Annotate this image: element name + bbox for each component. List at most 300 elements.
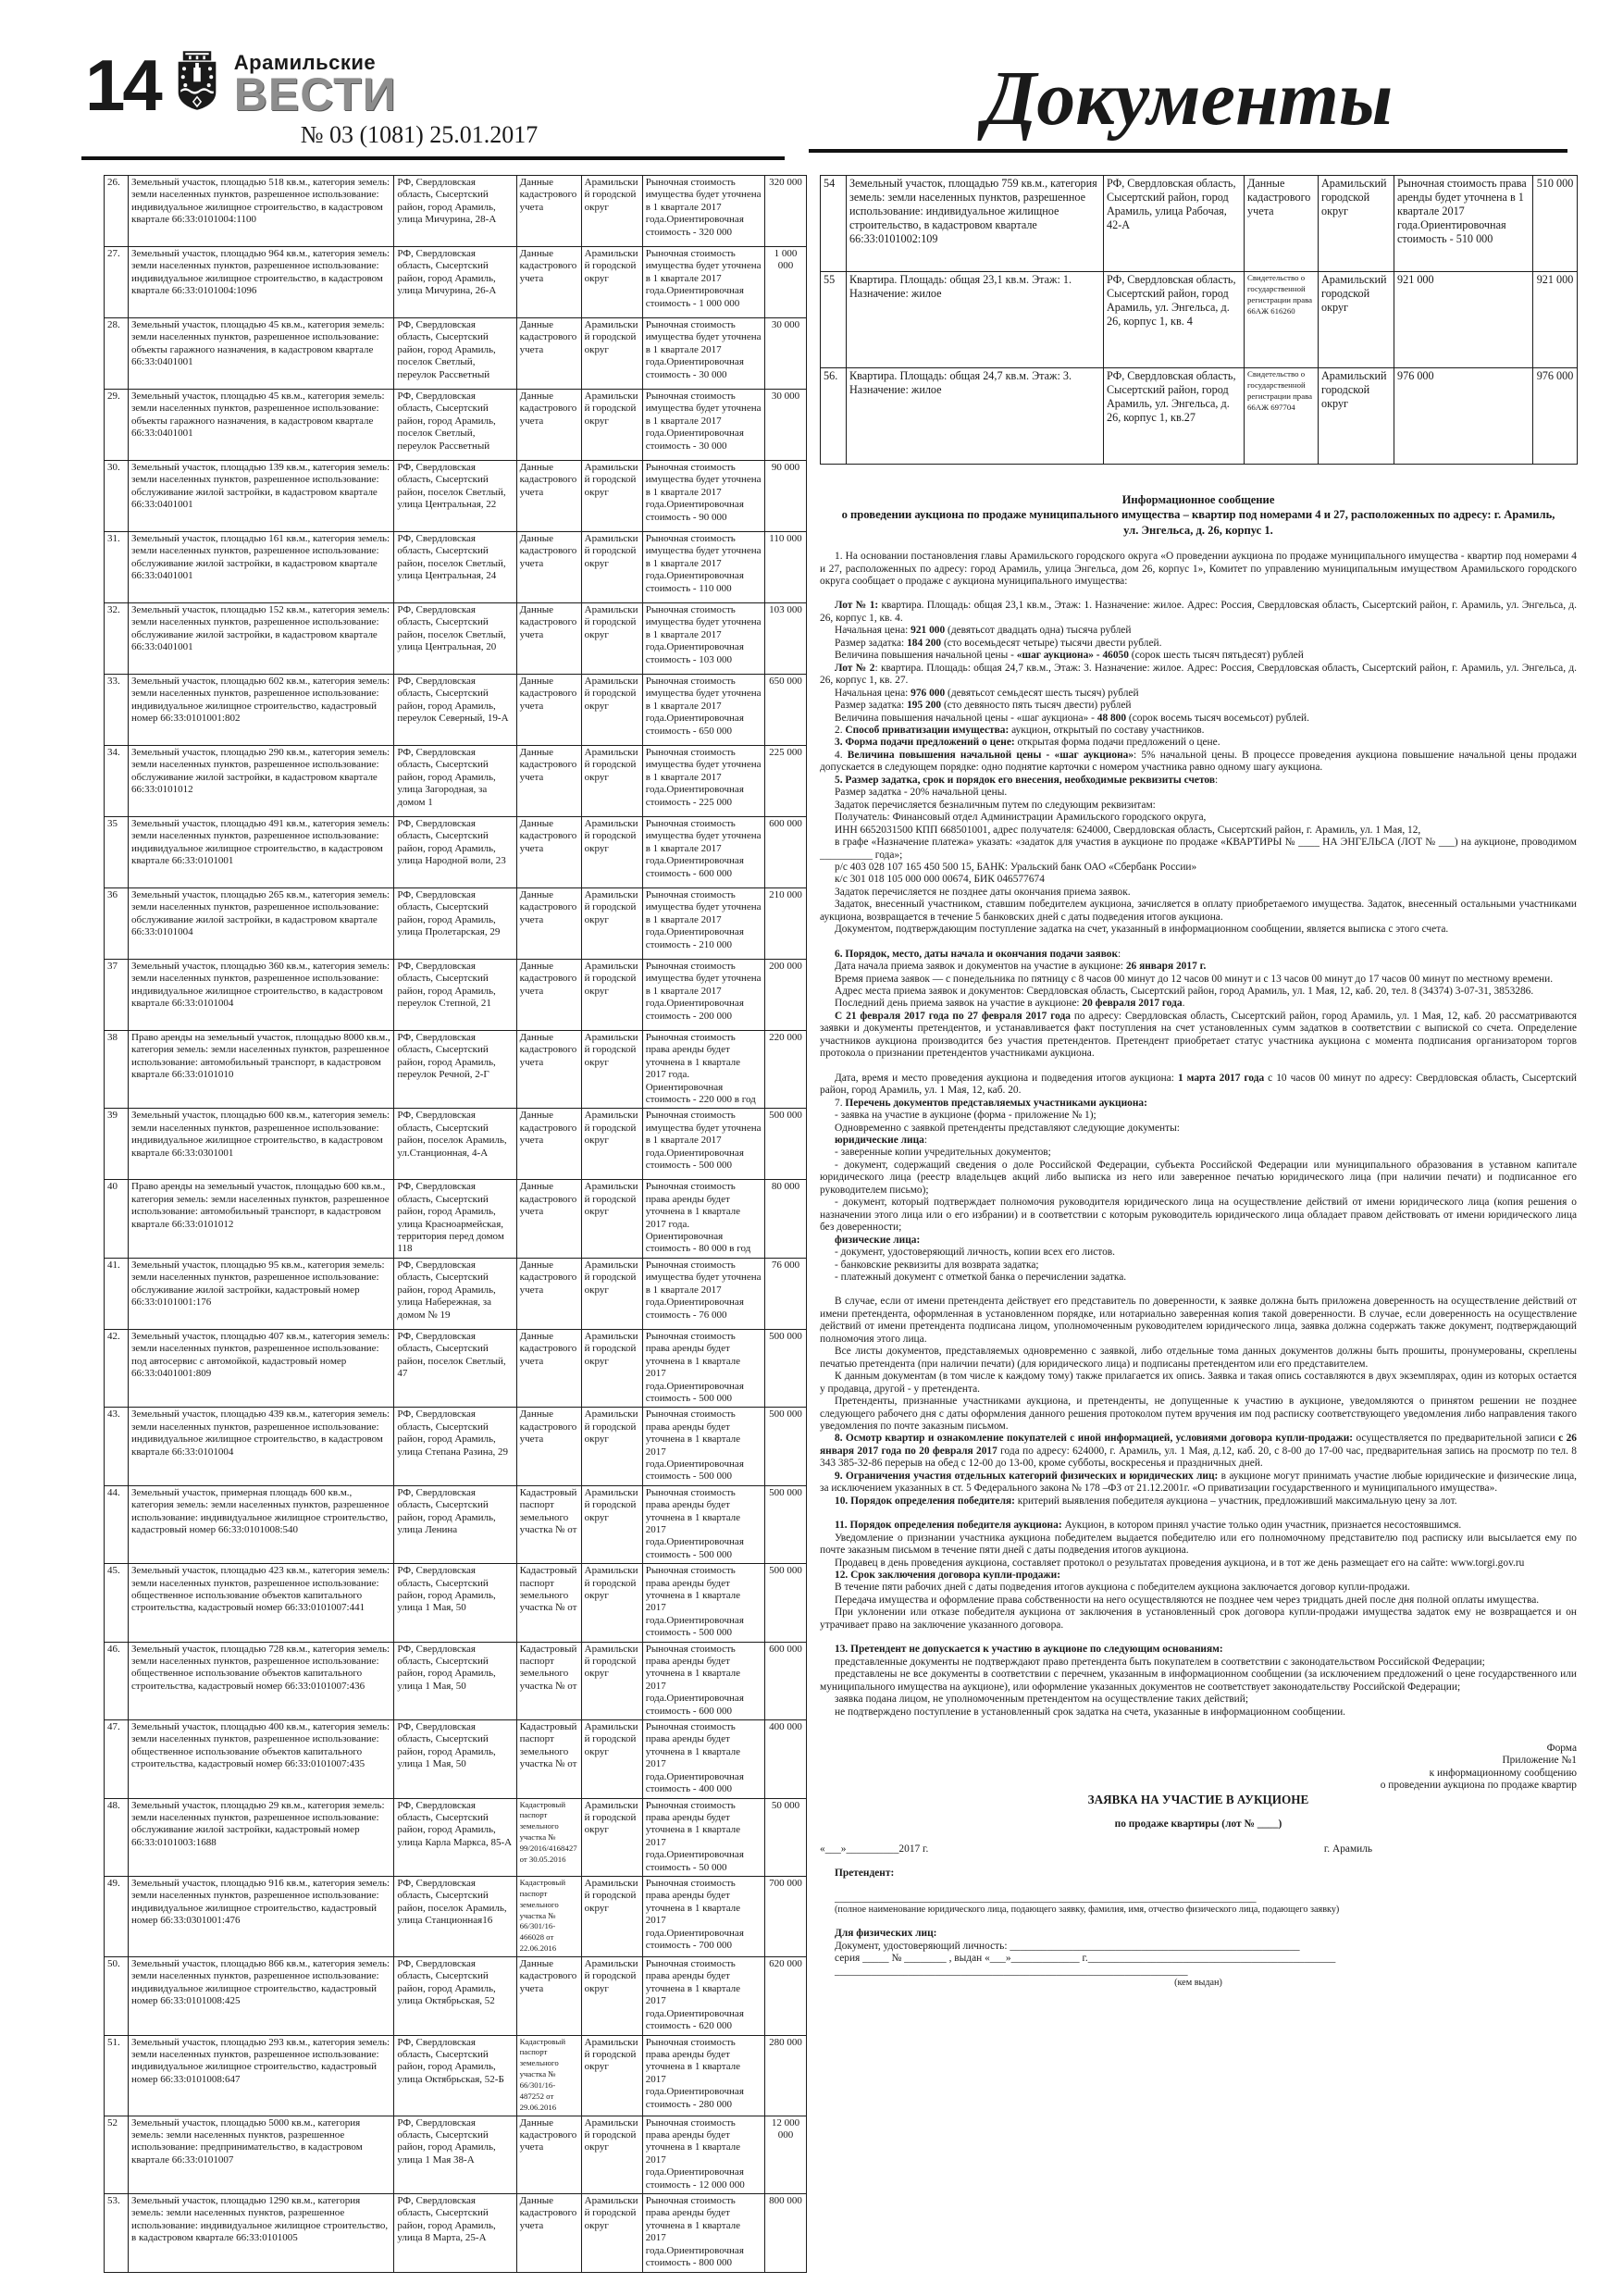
notice-text-bold: 8. Осмотр квартир и ознакомление покупателей с иной информацией, условиями договора купли-продажи: [835,1433,1354,1445]
notice-paragraph [820,924,1577,936]
lot-description: Земельный участок, площадью 29 кв.м., категория земель: земли населенных пунктов, разрешенное использование: обслуживание жилой застройки, кадастровый номер 66:33:0101003:1688 [129,1798,394,1876]
registration-info: Данные кадастрового учета [516,960,581,1031]
notice-text: Форма [1546,1742,1577,1754]
notice-paragraph [820,1793,1577,1807]
district: Арамильский городской округ [581,1109,642,1180]
lot-description: Земельный участок, площадью 1290 кв.м., категория земель: земли населенных пунктов, разрешенное использование: индивидуальное жилищное строительство, в кадастровом квартале 66:33:0101005 [129,2194,394,2272]
price: 500 000 [764,1109,806,1180]
notice-paragraph [820,1607,1577,1632]
value-note: Рыночная стоимость имущества будет уточнена в 1 квартале 2017 года.Ориентировочная стоимость - 225 000 [642,746,764,817]
notice-text: Размер задатка: [835,637,908,649]
value-note: Рыночная стоимость права аренды будет уточнена в 1 квартале 2017 года.Ориентировочная стоимость - 500 000 [642,1329,764,1407]
notice-paragraph [820,1893,1577,1905]
lot-location: РФ, Свердловская область, Сысертский район, город Арамиль, улица Набережная, за домом № 19 [394,1258,516,1329]
registration-info: Данные кадастрового учета [1245,176,1319,272]
district: Арамильский городской округ [581,318,642,390]
price: 800 000 [764,2194,806,2272]
notice-paragraph [820,874,1577,886]
lot-description: Земельный участок, площадью 423 кв.м., категория земель: земли населенных пунктов, разрешенное использование: общественное использование объектов капитального строительства, кадастровый номер 66:33:0101007:441 [129,1564,394,1642]
lot-location: РФ, Свердловская область, Сысертский район, город Арамиль, улица Карла Маркса, 85-А [394,1798,516,1876]
row-number: 48. [105,1798,129,1876]
table-row [105,675,807,746]
lot-description: Земельный участок, площадью 95 кв.м., категория земель: земли населенных пунктов, разрешенное использование: обслуживание жилой застройки, кадастровый номер 66:33:0101001:176 [129,1258,394,1329]
district: Арамильский городской округ [581,1485,642,1563]
row-number: 36 [105,888,129,960]
row-number: 42. [105,1329,129,1407]
notice-paragraph [820,1123,1577,1135]
registration-info: Данные кадастрового учета [516,1408,581,1485]
lot-location: РФ, Свердловская область, Сысертский район, город Арамиль, поселок Светлый, переулок Рассветный [394,390,516,461]
table-row [105,1329,807,1407]
table-row [105,1642,807,1719]
notice-paragraph [820,1868,1577,1880]
notice-text-bold: 9. Ограничения участия отдельных категорий физических и юридических лиц: [835,1470,1219,1482]
section-title: Документы [983,56,1394,142]
district: Арамильский городской округ [581,746,642,817]
value-note: Рыночная стоимость права аренды будет уточнена в 1 квартале 2017 года.Ориентировочная стоимость - 800 000 [642,2194,764,2272]
notice-text-bold: «шаг аукциона» - 46050 [1016,650,1129,662]
district: Арамильский городской округ [581,1258,642,1329]
notice-text: 1. На основании постановления главы Арамильского городского округа «О проведении аукциона по продаже муниципального имущества - квартир под номерами 4 и 27, расположенных по адресу: город Арамиль, улица Энгельса, дом 26, корпус 1», Комитет по управлению муниципальным имуществом Арамильского городского округа сообщает о продаже с аукциона муниципального имущества: [820,551,1577,587]
notice-text: Приложение №1 [1502,1755,1577,1767]
lot-location: РФ, Свердловская область, Сысертский район, поселок Арамиль, ул.Станционная, 4-А [394,1109,516,1180]
notice-text: - банковские реквизиты для возврата задатка; [835,1259,1039,1271]
district: Арамильский городской округ [581,2194,642,2272]
notice-paragraph [820,1147,1577,1159]
notice-text: представленные документы не подтверждают право претендента быть покупателем в соответствии с законодательством Российской Федерации; [835,1656,1485,1668]
district: Арамильский городской округ [581,888,642,960]
row-number: 44. [105,1485,129,1563]
price: 12 000 000 [764,2116,806,2193]
notice-paragraph [820,1235,1577,1247]
notice-paragraph [820,1570,1577,1582]
notice-paragraph [820,887,1577,899]
notice-paragraph [820,1558,1577,1570]
notice-text-bold: 3. Форма подачи предложений о цене: [835,737,1015,749]
lots-table-right [820,175,1578,465]
notice-paragraph [820,663,1577,688]
page-content [104,175,1578,2273]
header-rule-right [809,149,1567,153]
registration-info: Данные кадастрового учета [516,532,581,603]
value-note: Рыночная стоимость имущества будет уточнена в 1 квартале 2017 года.Ориентировочная стоимость - 90 000 [642,461,764,532]
lot-location: РФ, Свердловская область, Сысертский район, поселок Светлый, улица Центральная, 20 [394,603,516,675]
notice-paragraph [820,650,1577,662]
notice-paragraph [820,600,1577,625]
row-number: 54 [821,176,847,272]
notice-text: Начальная цена: [835,625,911,637]
lot-location: РФ, Свердловская область, Сысертский район, город Арамиль, улица 1 Мая 38-А [394,2116,516,2193]
district: Арамильский городской округ [581,960,642,1031]
notice-text-bold: 6. Порядок, место, даты начала и окончания подачи заявок [835,948,1119,960]
lot-description: Земельный участок, площадью 439 кв.м., категория земель: земли населенных пунктов, разрешенное использование: индивидуальное жилищное строительство, в кадастровом квартале 66:33:0101004 [129,1408,394,1485]
notice-text: В течение пяти рабочих дней с даты подведения итогов аукциона с победителем аукциона заключается договор купли-продажи. [835,1582,1410,1594]
notice-text-bold: 921 000 [911,625,946,637]
notice-text-bold: Перечень документов представляемых участниками аукциона: [845,1097,1147,1109]
lot-description: Земельный участок, площадью 5000 кв.м., категория земель: земли населенных пунктов, разрешенное использование: предпринимательство, в кадастровом квартале 66:33:0101007 [129,2116,394,2193]
row-number: 47. [105,1720,129,1798]
notice-paragraph [820,1433,1577,1470]
row-number: 40 [105,1180,129,1258]
notice-text: Задаток, внесенный участником, ставшим победителем аукциона, зачисляется в оплату приобретаемого имущества. Задаток, внесенный остальными участниками аукциона, возвращается в течение 5 банковских дней с даты подведения итогов аукциона. [820,899,1577,923]
district: Арамильский городской округ [581,675,642,746]
notice-paragraph [820,1780,1577,1792]
notice-text: г. Арамиль [1323,1843,1373,1855]
table-row [105,2116,807,2193]
price: 110 000 [764,532,806,603]
notice-text: Дата начала приема заявок и документов на участие в аукционе: [835,961,1126,973]
lot-description: Земельный участок, площадью 400 кв.м., категория земель: земли населенных пунктов, разрешенное использование: общественное использование объектов капитального строительства, кадастровый номер 66:33:0101007:435 [129,1720,394,1798]
notice-text: Задаток перечисляется безналичным путем по следующим реквизитам: [835,799,1156,811]
notice-paragraph [820,837,1577,862]
row-number: 56. [821,368,847,465]
notice-paragraph [820,949,1577,961]
value-note: Рыночная стоимость имущества будет уточнена в 1 квартале 2017 года.Ориентировочная стоимость - 200 000 [642,960,764,1031]
district: Арамильский городской округ [581,1031,642,1109]
lot-location: РФ, Свердловская область, Сысертский район, город Арамиль, улица 1 Мая, 50 [394,1720,516,1798]
price: 700 000 [764,1876,806,1956]
notice-text: (сто девяносто пять тысяч двести) рублей [941,700,1132,712]
value-note: Рыночная стоимость права аренды будет уточнена в 1 квартале 2017 года.Ориентировочная стоимость - 500 000 [642,1485,764,1563]
notice-paragraph [820,1595,1577,1607]
table-row [105,176,807,247]
district: Арамильский городской округ [581,176,642,247]
lot-location: РФ, Свердловская область, Сысертский район, город Арамиль, переулок Северный, 19-А [394,675,516,746]
notice-text: к/с 301 018 105 000 000 00674, БИК 046577674 [835,874,1045,886]
notice-text: - заявка на участие в аукционе (форма - приложение № 1); [835,1110,1096,1122]
notice-paragraph [820,1260,1577,1272]
notice-text: Аукцион, в котором принял участие только один участник, признается несостоявшимся. [1061,1520,1462,1532]
notice-text-bold: 1 марта 2017 года [1177,1072,1265,1084]
masthead-title: ВЕСТИ [233,68,397,120]
registration-info: Свидетельство о государственной регистрации права 66АЖ 697704 [1245,368,1319,465]
notice-paragraph [820,1582,1577,1594]
notice-paragraph [820,1644,1577,1656]
notice-text: года по адресу: 624000, г. Арамиль, ул. 1 Мая, д.12, каб. 20, с 8-00 до 17-00 час, предварительная запись на просмотр по тел. 8 343 385-32-86 перерыв на обед с 12-00 до 13-00, кроме субботы, воскресенья и праздничных дней. [820,1445,1577,1470]
price: 320 000 [764,176,806,247]
notice-text: в графе «Назначение платежа» указать: «задаток для участия в аукционе по продаже «КВАРТИРЫ № ____ НА ЭНГЕЛЬСА (ЛОТ № ___) на аукционе, проводимом __________ года»; [820,837,1577,861]
coat-of-arms-icon [173,50,221,116]
lot-description: Земельный участок, площадью 518 кв.м., категория земель: земли населенных пунктов, разрешенное использование: индивидуальное жилищное строительство, в кадастровом квартале 66:33:0101004:1100 [129,176,394,247]
notice-paragraph [820,1371,1577,1396]
lot-location: РФ, Свердловская область, Сысертский район, город Арамиль, переулок Речной, 2-Г [394,1031,516,1109]
row-number: 30. [105,461,129,532]
registration-info: Кадастровый паспорт земельного участка № от [516,1720,581,1798]
price: 510 000 [1533,176,1578,272]
notice-text: (девятьсот двадцать одна) тысяча рублей [945,625,1132,637]
notice-title-line: о проведении аукциона по продаже муниципального имущества – квартир под номерами 4 и 27, расположенных по адресу: г. Арамиль, [841,508,1555,522]
notice-text: При уклонении или отказе победителя аукциона от заключения в установленный срок договора купли-продажи имущества задаток ему не возвращается и он утрачивает право на заключение указанного договора. [820,1607,1577,1631]
notice-text-bold: 20 февраля 2017 года [1082,998,1183,1010]
table-row [105,1957,807,2035]
row-number: 34. [105,746,129,817]
notice-text: ________________________________________________________________________________ [835,1892,1257,1904]
value-note: Рыночная стоимость права аренды будет уточнена в 1 квартале 2017 года.Ориентировочная стоимость - 280 000 [642,2035,764,2116]
notice-text: Одновременно с заявкой претенденты представляют следующие документы: [835,1122,1180,1134]
notice-text: ___________________________________________________________________ [835,1965,1188,1977]
table-row [105,1408,807,1485]
lot-location: РФ, Свердловская область, Сысертский район, город Арамиль, улица Мичурина, 26-А [394,247,516,318]
price: 500 000 [764,1485,806,1563]
registration-info: Данные кадастрового учета [516,746,581,817]
lot-location: РФ, Свердловская область, Сысертский район, город Арамиль, улица 8 Марта, 25-А [394,2194,516,2272]
registration-info: Кадастровый паспорт земельного участка № 66/301/16-487252 от 29.06.2016 [516,2035,581,2116]
table-row [821,368,1578,465]
value-note: Рыночная стоимость права аренды будет уточнена в 1 квартале 2017 года.Ориентировочная стоимость - 620 000 [642,1957,764,2035]
lot-location: РФ, Свердловская область, Сысертский район, город Арамиль, улица Октябрьская, 52 [394,1957,516,2035]
price: 650 000 [764,675,806,746]
value-note: Рыночная стоимость права аренды будет уточнена в 1 квартале 2017 года.Ориентировочная стоимость - 600 000 [642,1642,764,1719]
district: Арамильский городской округ [581,461,642,532]
row-number: 29. [105,390,129,461]
registration-info: Данные кадастрового учета [516,1329,581,1407]
lot-location: РФ, Свердловская область, Сысертский район, город Арамиль, поселок Светлый, переулок Рассветный [394,318,516,390]
price: 200 000 [764,960,806,1031]
notice-paragraph [820,700,1577,712]
lot-location: РФ, Свердловская область, Сысертский район, поселок Светлый, 47 [394,1329,516,1407]
table-row [105,461,807,532]
notice-text: Документ, удостоверяющий личность: [835,1940,1010,1952]
notice-text: Начальная цена: [835,687,911,699]
notice-text: 2. [835,724,846,736]
price: 80 000 [764,1180,806,1258]
notice-paragraph [820,1247,1577,1259]
lot-description: Земельный участок, площадью 293 кв.м., категория земель: земли населенных пунктов, разрешенное использование: индивидуальное жилищное строительство, кадастровый номер 66:33:0101008:647 [129,2035,394,2116]
price: 90 000 [764,461,806,532]
notice-paragraph [820,1928,1577,1940]
table-row [821,272,1578,368]
notice-paragraph [820,1073,1577,1098]
registration-info: Кадастровый паспорт земельного участка № от [516,1564,581,1642]
table-row [105,746,807,817]
table-row [105,1876,807,1956]
price: 50 000 [764,1798,806,1876]
left-column [104,175,807,2273]
notice-text: 4. [835,749,848,761]
value-note: Рыночная стоимость имущества будет уточнена в 1 квартале 2017 года.Ориентировочная стоимость - 103 000 [642,603,764,675]
notice-text: : квартира. Площадь: общая 24,7 кв.м., Этаж: 3. Назначение: жилое. Адрес: Россия, Свердловская область, Сысертский район, г. Арамиль, ул. Энгельса, д. 26, корпус 1, кв. 27. [820,662,1577,687]
notice-text: Размер задатка - 20% начальной цены. [835,787,1008,799]
notice-text: Передача имущества и оформление права собственности на него осуществляются не позднее чем через тридцать дней после дня полной оплаты имущества. [835,1594,1540,1606]
notice-paragraph [820,986,1577,998]
table-row [105,1180,807,1258]
lot-location: РФ, Свердловская область, Сысертский район, город Арамиль, переулок Степной, 21 [394,960,516,1031]
price: 210 000 [764,888,806,960]
row-number: 49. [105,1876,129,1956]
notice-text-bold: 26 января 2017 г. [1125,961,1207,973]
table-row [105,1031,807,1109]
notice-text: (девятьсот семьдесят шесть тысяч) рублей [945,687,1139,699]
notice-paragraph [820,625,1577,637]
notice-text-bold: 48 800 [1096,712,1127,724]
lot-description: Земельный участок, площадью 265 кв.м., категория земель: земли населенных пунктов, разрешенное использование: обслуживание жилой застройки, в кадастровом квартале 66:33:0101004 [129,888,394,960]
notice-paragraph [820,1755,1577,1767]
notice-paragraph [820,812,1577,824]
notice-text: (сто восемьдесят четыре) тысячи двести рублей. [941,637,1162,649]
notice-text: Задаток перечисляется не позднее даты окончания приема заявок. [835,886,1131,898]
lot-location: РФ, Свердловская область, Сысертский район, город Арамиль, улица Мичурина, 28-А [394,176,516,247]
lot-description: Земельный участок, площадью 45 кв.м., категория земель: земли населенных пунктов, разрешенное использование: объекты гаражного назначения, в кадастровом квартале 66:33:0401001 [129,390,394,461]
district: Арамильский городской округ [1319,176,1394,272]
notice-text-bold: 184 200 [907,637,942,649]
notice-text: Все листы документов, представляемых одновременно с заявкой, либо отдельные тома данных документов должны быть прошиты, пронумерованы, скреплены печатью претендента (при наличии печати) (для юридического лица) и подписаны претендентом или его представителем. [820,1346,1577,1370]
price: 30 000 [764,318,806,390]
notice-paragraph [820,1706,1577,1719]
value-note: Рыночная стоимость имущества будет уточнена в 1 квартале 2017 года.Ориентировочная стоимость - 210 000 [642,888,764,960]
row-number: 53. [105,2194,129,2272]
notice-paragraph [820,787,1577,799]
value-note: Рыночная стоимость имущества будет уточнена в 1 квартале 2017 года.Ориентировочная стоимость - 500 000 [642,1109,764,1180]
notice-paragraph [820,800,1577,812]
notice-text: р/с 403 028 107 165 450 500 15, БАНК: Уральский банк ОАО «Сбербанк России» [835,861,1197,873]
registration-info: Данные кадастрового учета [516,817,581,888]
notice-text-bold: юридические лица [835,1135,924,1147]
lot-description: Земельный участок, площадью 916 кв.м., категория земель: земли населенных пунктов, разрешенное использование: индивидуальное жилищное строительство, кадастровый номер 66:33:0301001:476 [129,1876,394,1956]
price: 500 000 [764,1329,806,1407]
notice-text-bold: Способ приватизации имущества: [845,724,1010,736]
value-note: Рыночная стоимость права аренды будет уточнена в 1 квартале 2017 года. Ориентировочная стоимость - 220 000 в год [642,1031,764,1109]
lot-description: Земельный участок, площадью 139 кв.м., категория земель: земли населенных пунктов, разрешенное использование: обслуживание жилой застройки, в кадастровом квартале 66:33:0401001 [129,461,394,532]
notice-text: Величина повышения начальной цены - [835,650,1017,662]
notice-paragraph [820,1011,1577,1061]
registration-info: Свидетельство о государственной регистрации права 66АЖ 616260 [1245,272,1319,368]
district: Арамильский городской округ [581,1408,642,1485]
price: 225 000 [764,746,806,817]
notice-text: критерий выявления победителя аукциона – участник, предложивший максимальную цену за лот. [1014,1495,1457,1507]
district: Арамильский городской округ [581,532,642,603]
row-number: 33. [105,675,129,746]
district: Арамильский городской округ [581,2035,642,2116]
registration-info: Данные кадастрового учета [516,675,581,746]
notice-text: в аукционе могут принимать участие любые юридические и физические лица, за исключением указанных в ст. 5 Федерального закона № 178 –ФЗ от 21.12.2001г. «О приватизации государственного и муниципального имущества». [820,1470,1577,1495]
notice-text: В случае, если от имени претендента действует его представитель по доверенности, к заявке должна быть приложена доверенность на осуществление действий от имени претендента, оформленная в установленном порядке, или нотариально заверенная копия такой доверенности. В случае, если доверенность на осуществление действий от имени претендента подписана лицом, уполномоченным руководителем юридического лица, заявка должна содержать также документ, подтверждающий полномочия этого лица. [820,1296,1577,1345]
table-row [821,176,1578,272]
lot-location: РФ, Свердловская область, Сысертский район, город Арамиль, улица 1 Мая, 50 [394,1642,516,1719]
district: Арамильский городской округ [581,1642,642,1719]
notice-text: «___»__________2017 г. [820,1843,929,1855]
masthead-right [809,50,1567,153]
registration-info: Данные кадастрового учета [516,603,581,675]
notice-text: Документом, подтверждающим поступление задатка на счет, указанный в информационном сообщении, является выписка с этого счета. [835,924,1449,936]
notice-paragraph [820,825,1577,837]
notice-text: Дата, время и место проведения аукциона и подведения итогов аукциона: [835,1072,1178,1084]
notice-paragraph [820,1966,1577,1978]
table-row [105,318,807,390]
district: Арамильский городской округ [581,247,642,318]
registration-info: Данные кадастрового учета [516,888,581,960]
value-note: Рыночная стоимость имущества будет уточнена в 1 квартале 2017 года.Ориентировочная стоимость - 110 000 [642,532,764,603]
notice-text: квартира. Площадь: общая 23,1 кв.м., Этаж: 1. Назначение: жилое. Адрес: Россия, Свердловская область, Сысертский район, г. Арамиль, ул. Энгельса, д. 26, корпус 1, кв. 4. [820,600,1577,624]
lot-location: РФ, Свердловская область, Сысертский район, поселок Арамиль, улица Станционная16 [394,1876,516,1956]
registration-info: Данные кадастрового учета [516,2194,581,2272]
value-note: Рыночная стоимость имущества будет уточнена в 1 квартале 2017 года.Ориентировочная стоимость - 650 000 [642,675,764,746]
registration-info: Данные кадастрового учета [516,1180,581,1258]
notice-paragraph [820,1533,1577,1558]
notice-text-bold: 12. Срок заключения договора купли-продажи: [835,1569,1061,1581]
registration-info: Данные кадастрового учета [516,1258,581,1329]
registration-info: Кадастровый паспорт земельного участка № 99/2016/4168427 от 30.05.2016 [516,1798,581,1876]
table-row [105,960,807,1031]
notice-paragraph [820,974,1577,986]
notice-paragraph [820,638,1577,650]
table-row [105,1720,807,1798]
notice-paragraph [820,1135,1577,1147]
notice-text: по адресу: Свердловская область, Сысертский район, город Арамиль, ул. 1 Мая, 12, каб. 20 рассматриваются заявки и документы претендентов, и устанавливается факт поступления на счет установленных сумм задатков в соответствии с выпиской со счета. Определение участников аукциона производится без участия претендентов. Претендент приобретает статус участника аукциона с момента подписания организатором торгов протокола о признании претендентов участниками аукциона. [820,1010,1577,1060]
registration-info: Кадастровый паспорт земельного участка № 66/301/16-466028 от 22.06.2016 [516,1876,581,1956]
lots-table-left [104,175,807,2273]
issue-line: № 03 (1081) 25.01.2017 [300,121,539,148]
notice-text: (сорок шесть тысяч пятьдесят) рублей [1128,650,1304,662]
table-row [105,603,807,675]
notice-text: (кем выдан) [1174,1978,1222,1988]
notice-paragraph [820,1346,1577,1371]
notice-text: аукцион, открытый по составу участников. [1009,724,1205,736]
notice-text: о проведении аукциона по продаже квартир [1380,1780,1577,1792]
value-note: Рыночная стоимость имущества будет уточнена в 1 квартале 2017 года.Ориентировочная стоимость - 1 000 000 [642,247,764,318]
lot-description: Земельный участок, площадью 759 кв.м., категория земель: земли населенных пунктов, разрешенное использование: индивидуальное жилищное строительство, в кадастровом квартале 66:33:0101002:109 [847,176,1104,272]
notice-text-bold: 195 200 [907,700,942,712]
lot-location: РФ, Свердловская область, Сысертский район, поселок Светлый, улица Центральная, 24 [394,532,516,603]
registration-info: Данные кадастрового учета [516,461,581,532]
lot-location: РФ, Свердловская область, Сысертский район, поселок Светлый, улица Центральная, 22 [394,461,516,532]
lot-description: Земельный участок, площадью 866 кв.м., категория земель: земли населенных пунктов, разрешенное использование: индивидуальное жилищное строительство, кадастровый номер 66:33:0101008:425 [129,1957,394,2035]
value-note: Рыночная стоимость права аренды будет уточнена в 1 квартале 2017 года.Ориентировочная стоимость - 510 000 [1394,176,1533,272]
lot-location: РФ, Свердловская область, Сысертский район, город Арамиль, улица Рабочая, 42-А [1104,176,1245,272]
notice-text: Уведомление о признании участника аукциона победителем выдается победителю или его полномочному представителю под расписку или высылается ему по почте заказным письмом в течение пяти дней с даты подведения итогов аукциона. [820,1532,1577,1557]
notice-paragraph [820,725,1577,737]
table-row [105,1564,807,1642]
registration-info: Кадастровый паспорт земельного участка № от [516,1485,581,1563]
notice-text: ИНН 6652031500 КПП 668501001, адрес получателя: 624000, Свердловская область, Сысертский район, г. Арамиль, ул. 1 Мая, 12, [835,824,1421,836]
lot-description: Земельный участок, площадью 600 кв.м., категория земель: земли населенных пунктов, разрешенное использование: индивидуальное жилищное строительство, в кадастровом квартале 66:33:0301001 [129,1109,394,1180]
notice-text: Адрес места приема заявок и документов: Свердловская область, Сысертский район, город Арамиль, ул. 1 Мая, 12, каб. 20, тел. 8 (34374) 3-07-31, 3853286. [835,986,1534,998]
district: Арамильский городской округ [581,1876,642,1956]
value-note: Рыночная стоимость имущества будет уточнена в 1 квартале 2017 года.Ориентировочная стоимость - 600 000 [642,817,764,888]
notice-paragraph [820,998,1577,1010]
lot-description: Земельный участок, площадью 602 кв.м., категория земель: земли населенных пунктов, разрешенное использование: индивидуальное жилищное строительство, кадастровый номер 66:33:0101001:802 [129,675,394,746]
lot-description: Земельный участок, площадью 491 кв.м., категория земель: земли населенных пунктов, разрешенное использование: индивидуальное жилищное строительство, в кадастровом квартале 66:33:0101001 [129,817,394,888]
notice-text: Величина повышения начальной цены - «шаг аукциона» - [835,712,1097,724]
row-number: 28. [105,318,129,390]
notice-paragraph [820,1496,1577,1508]
notice-paragraph [820,961,1577,973]
district: Арамильский городской округ [581,817,642,888]
row-number: 41. [105,1258,129,1329]
value-note: Рыночная стоимость имущества будет уточнена в 1 квартале 2017 года.Ориентировочная стоимость - 30 000 [642,318,764,390]
notice-title [820,492,1577,538]
notice-text-bold: с 26 января 2017 года по 20 февраля 2017 [820,1433,1577,1457]
masthead-left [81,43,785,160]
table-row [105,247,807,318]
right-column [820,175,1577,1989]
table-row [105,817,807,888]
notice-paragraph [820,1471,1577,1496]
price: 280 000 [764,2035,806,2116]
lot-description: Право аренды на земельный участок, площадью 600 кв.м., категория земель: земли населенных пунктов, разрешенное использование: автомобильный транспорт, в кадастровом квартале 66:33:0101012 [129,1180,394,1258]
registration-info: Данные кадастрового учета [516,247,581,318]
registration-info: Данные кадастрового учета [516,2116,581,2193]
notice-text: открытая форма подачи предложений о цене. [1014,737,1220,749]
price: 30 000 [764,390,806,461]
value-note: 976 000 [1394,368,1533,465]
district: Арамильский городской округ [581,1564,642,1642]
notice-paragraph [820,737,1577,749]
lot-description: Земельный участок, площадью 161 кв.м., категория земель: земли населенных пунктов, разрешенное использование: обслуживание жилой застройки, в кадастровом квартале 66:33:0401001 [129,532,394,603]
district: Арамильский городской округ [581,603,642,675]
table-row [105,1798,807,1876]
price: 600 000 [764,817,806,888]
notice-paragraph [820,713,1577,725]
